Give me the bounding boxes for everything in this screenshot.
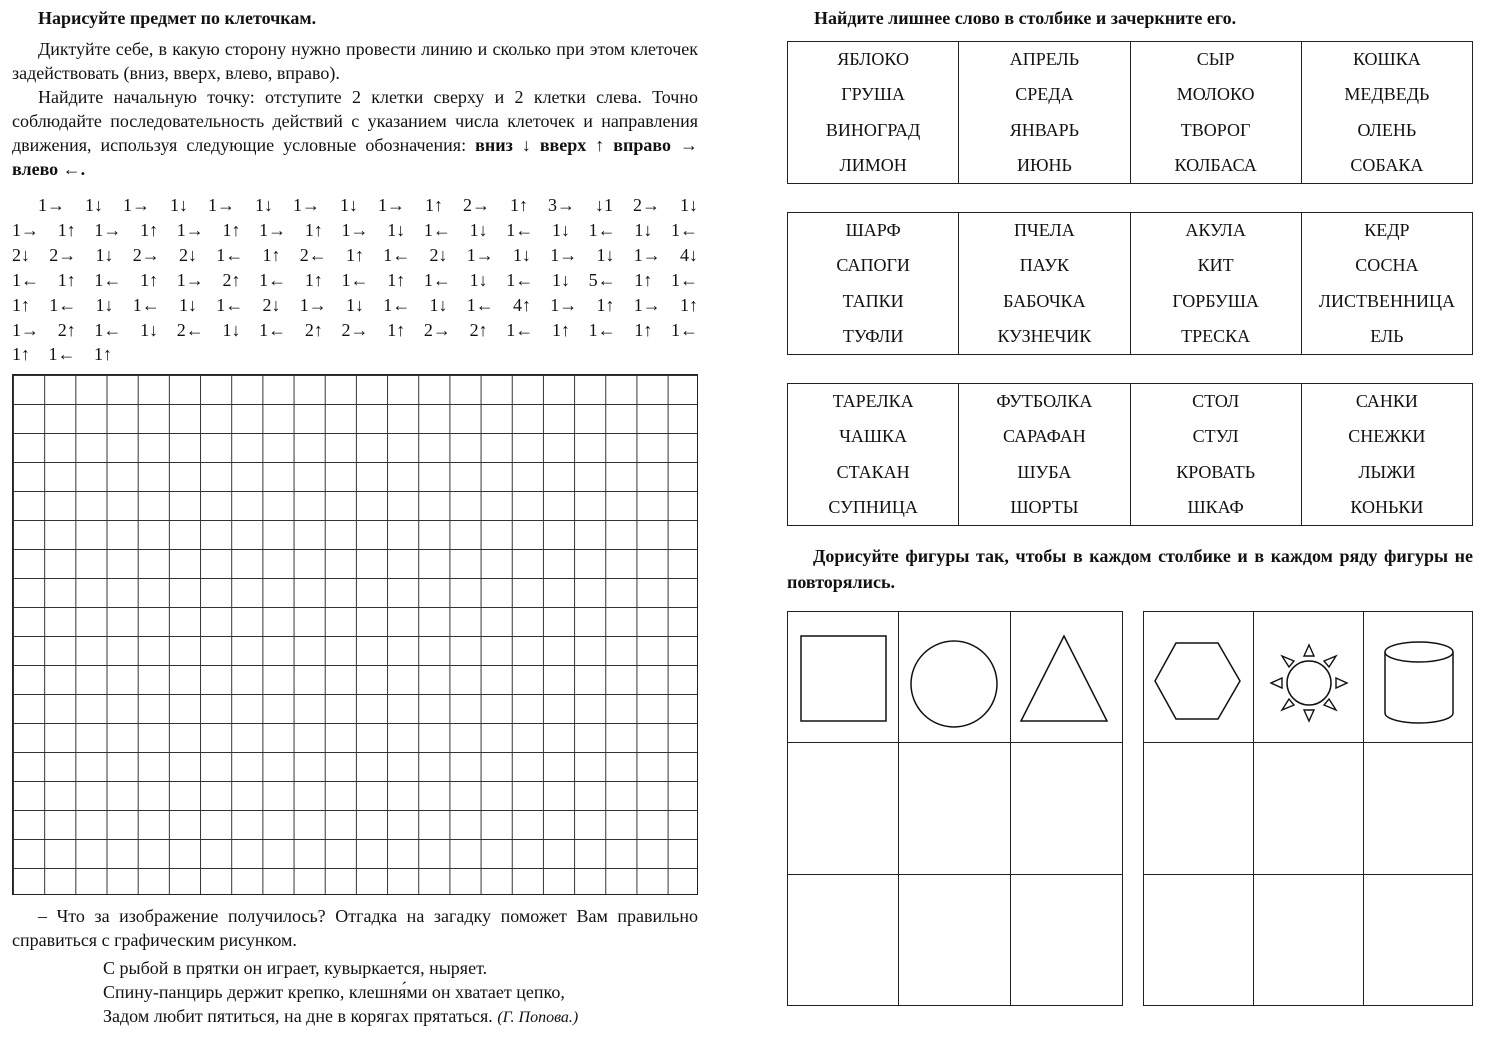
sequence-step: 1↓ — [634, 220, 653, 240]
sequence-step: 1↓ — [469, 270, 488, 290]
sequence-step: 1← — [506, 320, 534, 340]
word[interactable]: СОБАКА — [1350, 154, 1424, 175]
sequence-step: 1← — [259, 270, 287, 290]
sequence-step: 1← — [506, 270, 534, 290]
sequence-step: 2→ — [463, 195, 490, 215]
sequence-step: 1↓ — [346, 295, 364, 315]
empty-cell[interactable] — [1254, 743, 1363, 874]
sequence-step: 1↓ — [340, 195, 358, 215]
sequence-step: 2↑ — [469, 320, 488, 340]
sequence-step: 1↑ — [387, 270, 406, 290]
sequence-line — [12, 270, 698, 291]
word[interactable]: АПРЕЛЬ — [1009, 49, 1080, 69]
word[interactable]: ПАУК — [1019, 255, 1069, 276]
sequence-step: 1↑ — [94, 344, 112, 364]
sequence-step: 1← — [466, 295, 494, 315]
sequence-step: 1← — [383, 295, 411, 315]
word[interactable]: ВИНОГРАД — [825, 119, 921, 140]
sequence-step: 1↑ — [346, 245, 364, 265]
sequence-step: 2↑ — [57, 320, 76, 340]
word-column — [959, 42, 1130, 184]
word[interactable]: ЕЛЬ — [1370, 325, 1404, 346]
sequence-step: 2← — [176, 320, 204, 340]
sequence-step: 1↑ — [140, 270, 159, 290]
sequence-step: 2→ — [423, 320, 451, 340]
sequence-step: 1← — [588, 320, 616, 340]
sequence-line — [12, 220, 698, 241]
sequence-step: 1→ — [94, 220, 122, 240]
sequence-step: 1→ — [38, 195, 65, 215]
sequence-step: 1→ — [123, 195, 150, 215]
sequence-step: 1↓ — [513, 245, 531, 265]
sequence-step: 1↑ — [12, 344, 30, 364]
arrow-legend: вниз ↓ вверх ↑ вправо → влево ←. — [12, 135, 698, 179]
word-column — [959, 213, 1130, 355]
sequence-step: 1↓ — [95, 245, 114, 265]
word[interactable]: КИТ — [1197, 255, 1234, 276]
sequence-step: 1↓ — [551, 220, 570, 240]
word[interactable]: КОШКА — [1353, 49, 1421, 69]
sequence-step: 1→ — [550, 295, 578, 315]
triangle-icon — [1011, 612, 1122, 742]
sequence-step: 1→ — [12, 220, 39, 240]
question — [12, 904, 698, 952]
sequence-step: 1← — [132, 295, 160, 315]
word[interactable]: СТАКАН — [836, 461, 910, 482]
poem-author: (Г. Попова.) — [497, 1009, 579, 1026]
left-title: Нарисуйте предмет по клеточкам. — [38, 8, 317, 28]
sequence-step: 1↑ — [57, 220, 76, 240]
sequence-step: 2↑ — [222, 270, 241, 290]
sequence-step: 1↑ — [634, 270, 653, 290]
shapes-grid-2 — [1143, 611, 1473, 1006]
sequence-step: 1← — [671, 270, 698, 290]
word[interactable]: САНКИ — [1355, 391, 1418, 411]
word[interactable]: ПЧЕЛА — [1014, 220, 1075, 240]
word[interactable]: ТРЕСКА — [1181, 325, 1251, 346]
sequence-step: 1← — [216, 295, 244, 315]
empty-cell[interactable] — [1011, 875, 1122, 1005]
instruction-p2-text: Найдите начальную точку: отступите 2 клетки сверху и 2 клетки слева. Точно соблюдайте последовательность действий с указанием числа клеточек и направления движения, используя следующие условные обозначения: — [12, 87, 698, 155]
word-column — [1130, 384, 1301, 526]
word[interactable]: ИЮНЬ — [1016, 154, 1072, 175]
word[interactable]: ГРУША — [841, 84, 906, 105]
sequence-step: 1← — [216, 245, 244, 265]
word[interactable]: МОЛОКО — [1176, 84, 1255, 105]
poem-line-1: С рыбой в прятки он играет, кувыркается, ныряет. — [103, 958, 488, 978]
word[interactable]: ШАРФ — [845, 220, 901, 240]
square-icon — [788, 612, 898, 742]
empty-cell[interactable] — [1144, 875, 1253, 1005]
word[interactable]: ТВОРОГ — [1180, 119, 1251, 140]
word-column — [1301, 384, 1472, 526]
sequence-step: 1↓ — [387, 220, 406, 240]
sequence-step: 1↑ — [510, 195, 528, 215]
sequence-step: 1↓ — [179, 295, 197, 315]
sequence-step: ↓1 — [595, 195, 613, 215]
word[interactable]: КЕДР — [1364, 220, 1410, 240]
sequence-step: 1→ — [341, 220, 369, 240]
sequence-step: 2↓ — [179, 245, 197, 265]
sequence-step: 1↓ — [255, 195, 273, 215]
sequence-step: 1↑ — [304, 220, 323, 240]
sequence-line — [12, 295, 698, 316]
right-title-1: Найдите лишнее слово в столбике и зачеркните его. — [814, 8, 1237, 28]
empty-cell[interactable] — [899, 743, 1010, 874]
word[interactable]: СУПНИЦА — [828, 496, 918, 517]
sequence-step: 5← — [588, 270, 616, 290]
sequence-step: 1→ — [176, 220, 204, 240]
word[interactable]: ЛИСТВЕННИЦА — [1318, 290, 1455, 311]
word-column — [788, 213, 959, 355]
word[interactable]: АКУЛА — [1185, 220, 1246, 240]
sequence-step: 1← — [12, 270, 39, 290]
empty-cell[interactable] — [1364, 743, 1472, 874]
sequence-step: 1← — [671, 220, 698, 240]
sequence-step: 3→ — [548, 195, 575, 215]
word-table-1 — [787, 41, 1473, 184]
sequence-step: 1→ — [633, 245, 661, 265]
empty-cell[interactable] — [1364, 875, 1472, 1005]
drawing-grid[interactable] — [12, 374, 698, 895]
word-column — [1130, 213, 1301, 355]
word[interactable]: ЛИМОН — [839, 154, 907, 175]
sequence-step: 1→ — [299, 295, 327, 315]
word[interactable]: СРЕДА — [1015, 84, 1074, 105]
sequence-step: 1← — [49, 295, 77, 315]
sequence-step: 2← — [299, 245, 327, 265]
sequence-step: 1← — [423, 220, 451, 240]
word-column — [1130, 42, 1301, 184]
word-table-3 — [787, 383, 1473, 526]
word[interactable]: ШКАФ — [1187, 496, 1244, 517]
sequence-step: 4↑ — [513, 295, 531, 315]
sequence-step: 1↑ — [57, 270, 76, 290]
instructions — [12, 37, 698, 181]
word[interactable]: ТАРЕЛКА — [832, 391, 914, 411]
sequence-step: 2↓ — [12, 245, 30, 265]
word[interactable]: ЛЫЖИ — [1358, 461, 1416, 482]
word-column — [788, 42, 959, 184]
sequence-step: 1↓ — [85, 195, 103, 215]
word-table-2 — [787, 212, 1473, 355]
sun-icon — [1254, 612, 1363, 742]
sequence-step: 1→ — [293, 195, 320, 215]
sequence-step: 1↑ — [551, 320, 570, 340]
word[interactable]: ОЛЕНЬ — [1357, 119, 1417, 140]
sequence-step: 1← — [341, 270, 369, 290]
word[interactable]: КОНЬКИ — [1350, 496, 1424, 517]
poem-line-3 — [103, 1006, 578, 1027]
empty-cell[interactable] — [1144, 743, 1253, 874]
empty-cell[interactable] — [788, 743, 898, 874]
word[interactable]: МЕДВЕДЬ — [1344, 84, 1430, 105]
sequence-step: 1↑ — [222, 220, 241, 240]
sequence-step: 2↓ — [429, 245, 448, 265]
poem-line-3-text: Задом любит пятиться, на дне в корягах прятаться. — [103, 1006, 493, 1026]
sequence-step: 1→ — [633, 295, 661, 315]
word[interactable]: СТОЛ — [1192, 391, 1240, 411]
word[interactable]: КРОВАТЬ — [1176, 461, 1256, 482]
word[interactable]: ШОРТЫ — [1010, 496, 1079, 517]
sequence-step: 2→ — [341, 320, 369, 340]
word[interactable]: ТАПКИ — [842, 290, 904, 311]
sequence-step: 1← — [423, 270, 451, 290]
sequence-step: 1← — [671, 320, 698, 340]
sequence-step: 1↓ — [596, 245, 615, 265]
sequence-step: 1→ — [176, 270, 204, 290]
word[interactable]: ГОРБУША — [1172, 290, 1259, 311]
sequence-step: 1← — [94, 320, 122, 340]
word[interactable]: СНЕЖКИ — [1348, 426, 1426, 447]
word-column — [788, 384, 959, 526]
sequence-step: 1↑ — [680, 295, 698, 315]
instruction-p1: Диктуйте себе, в какую сторону нужно провести линию и сколько при этом клеточек задействовать (вниз, вверх, влево, вправо). — [12, 39, 698, 83]
sequence-step: 1→ — [550, 245, 578, 265]
sequence-step: 1→ — [466, 245, 494, 265]
word[interactable]: САПОГИ — [836, 255, 910, 276]
cylinder-icon — [1364, 612, 1472, 742]
word-column — [959, 384, 1130, 526]
empty-cell[interactable] — [788, 875, 898, 1005]
word-column — [1301, 213, 1472, 355]
word[interactable]: САРАФАН — [1002, 426, 1086, 447]
word[interactable]: ШУБА — [1017, 461, 1072, 482]
sequence-step: 1↑ — [634, 320, 653, 340]
sequence-step: 1→ — [378, 195, 405, 215]
word[interactable]: ЧАШКА — [839, 426, 908, 447]
sequence-step: 1↑ — [12, 295, 30, 315]
empty-cell[interactable] — [1254, 875, 1363, 1005]
sequence-line — [38, 195, 698, 216]
empty-cell[interactable] — [899, 875, 1010, 1005]
sequence-step: 1↑ — [262, 245, 281, 265]
sequence-step: 1↓ — [170, 195, 188, 215]
sequence-step: 1↓ — [469, 220, 488, 240]
sequence-step: 1← — [383, 245, 411, 265]
shapes-grid-1 — [787, 611, 1123, 1006]
sequence-step: 1↓ — [680, 195, 698, 215]
sequence-step: 2→ — [132, 245, 160, 265]
word[interactable]: ТУФЛИ — [842, 325, 904, 346]
word[interactable]: КУЗНЕЧИК — [997, 325, 1092, 346]
sequence-step: 2↑ — [304, 320, 323, 340]
sequence-step: 1→ — [259, 220, 287, 240]
right-title-2: Дорисуйте фигуры так, чтобы в каждом столбике и в каждом ряду фигуры не повторялись. — [787, 546, 1473, 592]
sequence-step: 1← — [94, 270, 122, 290]
sequence-line — [12, 245, 698, 266]
sequence-step: 1↓ — [429, 295, 448, 315]
sequence-line — [12, 320, 698, 341]
sequence-step: 4↓ — [680, 245, 698, 265]
circle-icon — [899, 612, 1010, 742]
word-column — [1301, 42, 1472, 184]
sequence-step: 1↑ — [596, 295, 615, 315]
word[interactable]: КОЛБАСА — [1174, 154, 1257, 175]
sequence-step: 1↓ — [222, 320, 241, 340]
sequence-step: 1→ — [208, 195, 235, 215]
word[interactable]: СЫР — [1196, 49, 1235, 69]
word[interactable]: ФУТБОЛКА — [996, 391, 1093, 411]
word[interactable]: СТУЛ — [1192, 426, 1239, 447]
sequence-step: 1← — [259, 320, 287, 340]
sequence-step: 2↓ — [262, 295, 281, 315]
instruction-p2 — [12, 85, 698, 181]
word[interactable]: ЯБЛОКО — [837, 49, 909, 69]
sequence-step: 1↑ — [140, 220, 159, 240]
sequence-step: 1↑ — [387, 320, 406, 340]
question-text: – Что за изображение получилось? Отгадка на загадку поможет Вам правильно справиться с графическим рисунком. — [12, 906, 698, 950]
poem-line-2: Спину-панцирь держит крепко, клешня́ми он хватает цепко, — [103, 982, 565, 1002]
sequence-step: 1→ — [12, 320, 39, 340]
hexagon-icon — [1144, 612, 1253, 742]
sequence-step: 1↑ — [304, 270, 323, 290]
sequence-step: 1← — [588, 220, 616, 240]
word[interactable]: ЯНВАРЬ — [1009, 119, 1079, 140]
sequence-step: 2→ — [49, 245, 77, 265]
sequence-line — [12, 344, 112, 365]
empty-cell[interactable] — [1011, 743, 1122, 874]
sequence-step: 1↓ — [140, 320, 159, 340]
sequence-step: 1← — [506, 220, 534, 240]
sequence-step: 1↓ — [551, 270, 570, 290]
sequence-step: 1← — [48, 344, 76, 364]
sequence-step: 1↓ — [95, 295, 114, 315]
sequence-step: 2→ — [633, 195, 660, 215]
sequence-step: 1↑ — [425, 195, 443, 215]
word[interactable]: СОСНА — [1355, 255, 1419, 276]
word[interactable]: БАБОЧКА — [1003, 290, 1086, 311]
